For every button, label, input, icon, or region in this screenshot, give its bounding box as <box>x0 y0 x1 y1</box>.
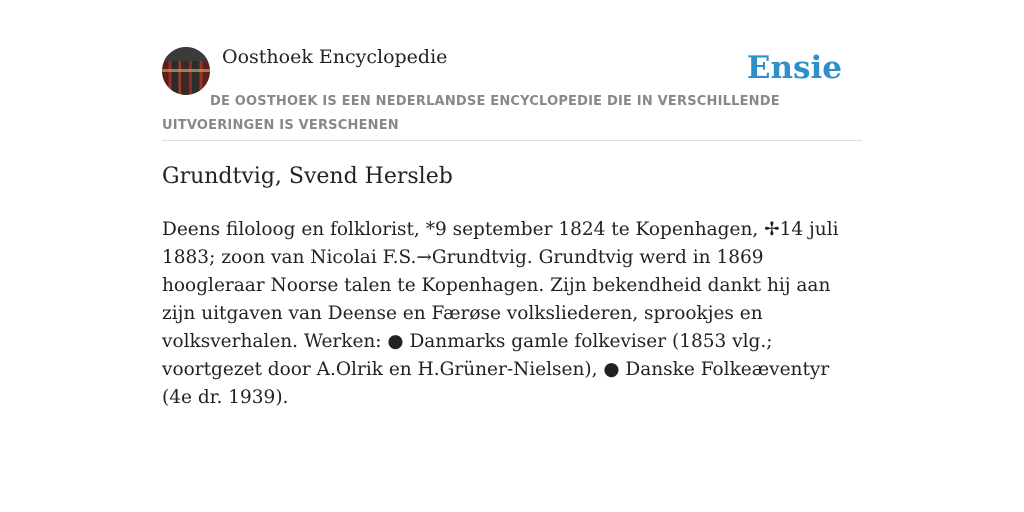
site-header <box>162 40 862 141</box>
page-container <box>162 40 862 408</box>
site-tagline: DE OOSTHOEK IS EEN NEDERLANDSE ENCYCLOPEDIE DIE IN VERSCHILLENDE UITVOERINGEN IS VERSCHENEN <box>162 94 780 133</box>
site-title[interactable]: Oosthoek Encyclopedie <box>222 46 448 68</box>
article-body: Deens filoloog en folklorist, *9 september 1824 te Kopenhagen, ✢14 juli 1883; zoon van Nicolai F.S.→Grundtvig. Grundtvig werd in 1869 hoogleraar Noorse talen te Kopenhagen. Zijn bekendheid dankt hij aan zijn uitgaven van Deense en Færøse volksliederen, sprookjes en volksverhalen. Werken: ● Danmarks gamle folkeviser (1853 vlg.; voortgezet door A.Olrik en H.Grüner-Nielsen), ● Danske Folkeæventyr (4e dr. 1939). <box>162 219 839 408</box>
ensie-logo[interactable]: Ensie <box>746 50 842 86</box>
books-avatar-icon[interactable] <box>162 47 210 95</box>
article-title: Grundtvig, Svend Hersleb <box>162 164 453 189</box>
